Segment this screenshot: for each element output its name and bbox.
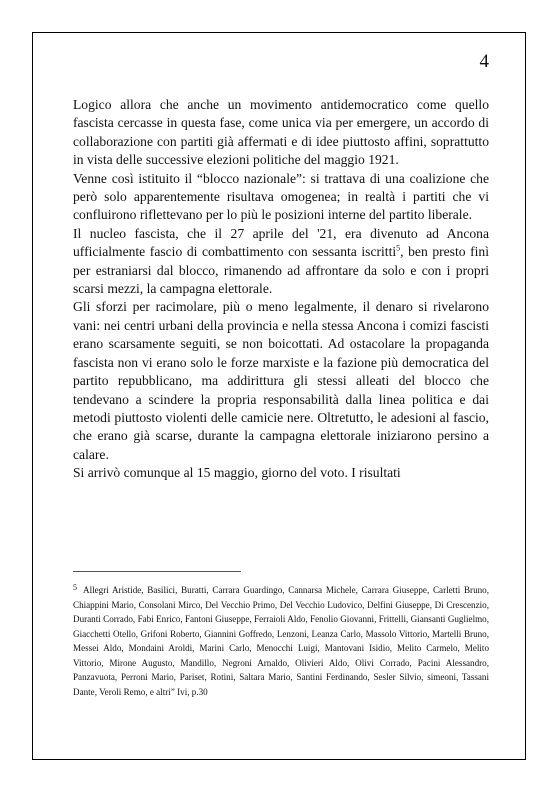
paragraph-2: Venne così istituito il “blocco nazionale”: si trattava di una coalizione che però solo apparentemente risultava omogenea; in realtà i partiti che vi confluirono riflettevano per lo più le posizioni interne del partito liberale. (73, 170, 489, 223)
footnote-text: Allegri Aristide, Basilici, Buratti, Carrara Guardingo, Cannarsa Michele, Carrara Giuseppe, Carletti Bruno, Chiappini Mario, Consolani Mirco, Del Vecchio Primo, Del Vecchio Ludovico, Delfini Giuseppe, Di Crescenzio, Duranti Corrado, Fabi Enrico, Fantoni Giuseppe, Ferraioli Aldo, Fenolio Giovanni, Frittelli, Giansanti Guglielmo, Giacchetti Otello, Grifoni Roberto, Giannini Goffredo, Lenzoni, Leanza Carlo, Massolo Vittorio, Martelli Bruno, Messei Aldo, Mondaini Aroldi, Marini Carlo, Menocchi Luigi, Mantovani Isidio, Melito Carmelo, Melito Vittorio, Mirone Augusto, Mandillo, Negroni Arnaldo, Olivieri Aldo, Olivi Corrado, Pacini Alessandro, Panzavuota, Perroni Mario, Pariset, Rotini, Saltara Mario, Santini Ferdinando, Sesler Silvio, simeoni, Tassani Dante, Veroli Remo, e altri” Ivi, p.30 (73, 585, 489, 697)
footnote-separator (73, 571, 241, 572)
paragraph-5: Si arrivò comunque al 15 maggio, giorno del voto. I risultati (73, 465, 401, 481)
footnote-mark: 5 (73, 583, 77, 592)
paragraph-3-text: Il nucleo fascista, che il 27 aprile del '21, era divenuto ad Ancona ufficialmente fascio di combattimento con sessanta iscritti (73, 225, 489, 260)
paragraph-1: Logico allora che anche un movimento antidemocratico come quello fascista cercasse in questa fase, come unica via per emergere, un accordo di collaborazione con partiti già affermati e di idee piuttosto affini, soprattutto in vista delle successive elezioni politiche del maggio 1921. (73, 97, 489, 168)
footnote-reference[interactable]: 5 (396, 243, 401, 253)
paragraph-4: Gli sforzi per racimolare, più o meno legalmente, il denaro si rivelarono vani: nei centri urbani della provincia e nella stessa Ancona i comizi fascisti erano scarsamente seguiti, se non boicottati. Ad ostacolare la propaganda fascista non vi erano solo le forze marxiste e la fazione più democratica del partito repubblicano, ma addirittura gli stessi alleati del blocco che tendevano a scindere la propria responsabilità dalla linea politica e dai metodi piuttosto violenti delle camicie nere. Oltretutto, le adesioni al fascio, che erano già scarse, durante la campagna elettorale iniziarono persino a calare. (73, 299, 489, 462)
paragraph-3-text-continued: , ben presto finì per estraniarsi dal blocco, rimanendo ad affrontare da solo e con i propri scarsi mezzi, la campagna elettorale. (73, 244, 489, 297)
paragraph-3 (73, 225, 489, 299)
footnote (73, 581, 489, 699)
document-page (32, 32, 526, 760)
page-number: 4 (479, 51, 489, 72)
body-text (73, 96, 489, 483)
